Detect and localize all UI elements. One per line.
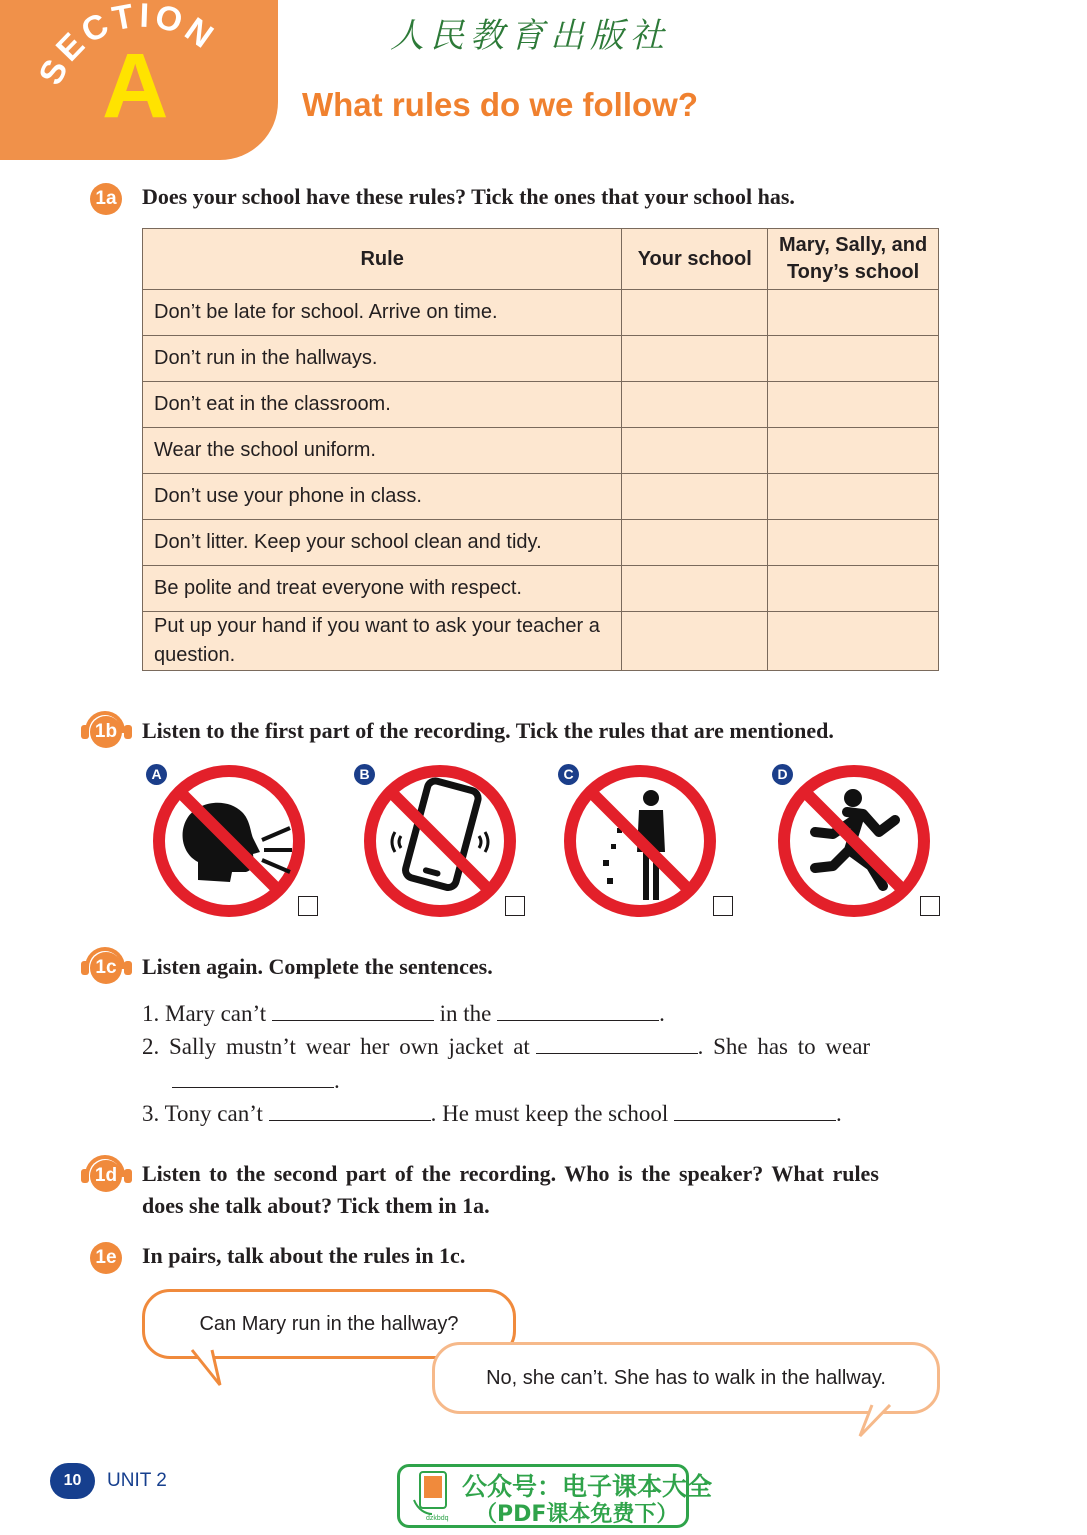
table-row [143, 566, 939, 612]
unit-label: UNIT 2 [107, 1470, 167, 1491]
column-header-your-school: Your school [622, 229, 768, 290]
mary-school-tick-cell[interactable] [768, 474, 939, 520]
your-school-tick-cell[interactable] [622, 336, 768, 382]
no-running-icon [775, 762, 933, 920]
table-row [143, 382, 939, 428]
mary-school-tick-cell[interactable] [768, 428, 939, 474]
svg-text:SECTION: SECTION [31, 0, 224, 91]
section-letter: A [102, 35, 169, 137]
answer-blank[interactable] [172, 1067, 334, 1088]
bubble-text: No, she can’t. She has to walk in the hallway. [486, 1366, 886, 1389]
table-row [143, 428, 939, 474]
instruction-1d-line1: Listen to the second part of the recording. Who is the speaker? What rules [142, 1161, 879, 1186]
mary-school-tick-cell[interactable] [768, 336, 939, 382]
rule-cell: Don’t use your phone in class. [143, 474, 622, 520]
your-school-tick-cell[interactable] [622, 520, 768, 566]
mary-school-tick-cell[interactable] [768, 382, 939, 428]
sign-label-b: B [354, 764, 375, 785]
instruction-1a: Does your school have these rules? Tick the ones that your school has. [142, 184, 795, 209]
instruction-1e: In pairs, talk about the rules in 1c. [142, 1243, 466, 1268]
mary-school-tick-cell[interactable] [768, 566, 939, 612]
your-school-tick-cell[interactable] [622, 382, 768, 428]
answer-blank[interactable] [269, 1100, 431, 1121]
sign-label-d: D [772, 764, 793, 785]
checkbox-c[interactable] [713, 896, 733, 916]
rule-cell: Don’t be late for school. Arrive on time. [143, 290, 622, 336]
checkbox-a[interactable] [298, 896, 318, 916]
answer-blank[interactable] [272, 1000, 434, 1021]
sign-label-c: C [558, 764, 579, 785]
no-phone-icon [361, 762, 519, 920]
table-row [143, 612, 939, 671]
your-school-tick-cell[interactable] [622, 290, 768, 336]
page-number: 10 [50, 1463, 95, 1499]
bubble-tail [180, 1349, 230, 1389]
rule-cell: Don’t run in the hallways. [143, 336, 622, 382]
answer-blank[interactable] [536, 1033, 698, 1054]
activity-marker-1a: 1a [90, 183, 122, 215]
your-school-tick-cell[interactable] [622, 474, 768, 520]
your-school-tick-cell[interactable] [622, 428, 768, 474]
publisher-logo: 人民教育出版社 [390, 16, 670, 56]
table-row [143, 290, 939, 336]
your-school-tick-cell[interactable] [622, 612, 768, 671]
instruction-1c: Listen again. Complete the sentences. [142, 954, 493, 979]
answer-blank[interactable] [674, 1100, 836, 1121]
answer-blank[interactable] [497, 1000, 659, 1021]
sign-label-a: A [146, 764, 167, 785]
wechat-line-1: 公众号：电子课本大全 [462, 1472, 713, 1501]
mary-school-tick-cell[interactable] [768, 290, 939, 336]
sentence-3: 3. Tony can’t . He must keep the school . [142, 1101, 842, 1126]
activity-marker-1e: 1e [90, 1242, 122, 1274]
mary-school-tick-cell[interactable] [768, 520, 939, 566]
rule-cell: Don’t litter. Keep your school clean and tidy. [143, 520, 622, 566]
rule-cell: Wear the school uniform. [143, 428, 622, 474]
instruction-1b: Listen to the first part of the recording. Tick the rules that are mentioned. [142, 718, 834, 743]
table-header-row [143, 229, 939, 290]
sentence-2-continued: . [172, 1067, 340, 1094]
checkbox-d[interactable] [920, 896, 940, 916]
activity-marker-1d: 1d [90, 1160, 122, 1192]
table-row [143, 336, 939, 382]
wechat-line-2: （PDF课本免费下） [475, 1502, 679, 1527]
no-littering-icon [561, 762, 719, 920]
table-row [143, 520, 939, 566]
page-title: What rules do we follow? [302, 86, 698, 123]
activity-marker-1b: 1b [90, 716, 122, 748]
activity-marker-1c: 1c [90, 952, 122, 984]
logo-caption: dzkbdq [426, 1515, 449, 1522]
rule-cell: Put up your hand if you want to ask your teacher a question. [143, 612, 622, 671]
rule-cell: Don’t eat in the classroom. [143, 382, 622, 428]
bubble-tail [852, 1404, 902, 1440]
checkbox-b[interactable] [505, 896, 525, 916]
bubble-text: Can Mary run in the hallway? [199, 1312, 459, 1335]
instruction-1d-line2: does she talk about? Tick them in 1a. [142, 1193, 490, 1218]
no-talking-icon [150, 762, 308, 920]
rules-table [142, 228, 939, 671]
table-row [143, 474, 939, 520]
rule-cell: Be polite and treat everyone with respect. [143, 566, 622, 612]
column-header-rule: Rule [143, 229, 622, 290]
column-header-mary-school: Mary, Sally, and Tony’s school [768, 229, 939, 290]
sentence-2: 2. Sally mustn’t wear her own jacket at . She has to wear [142, 1034, 871, 1059]
mary-school-tick-cell[interactable] [768, 612, 939, 671]
your-school-tick-cell[interactable] [622, 566, 768, 612]
sentence-1: 1. Mary can’t in the . [142, 1001, 665, 1026]
